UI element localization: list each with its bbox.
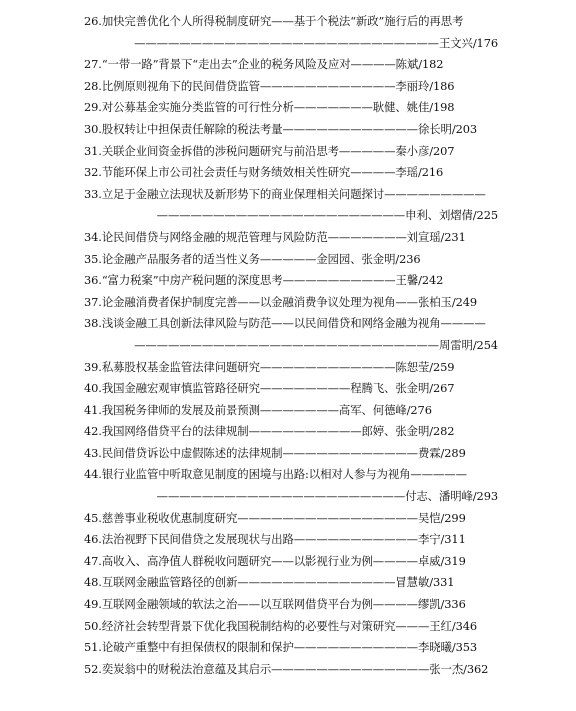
toc-entry: 32.节能环保上市公司社会责任与财务绩效相关性研究————李瑶/216 xyxy=(84,165,444,180)
toc-entry-continuation: ——————————————————————申利、刘熠倩/225 xyxy=(156,208,498,223)
toc-entry: 47.高收入、高净值人群税收问题研究——以影视行业为例————卓威/319 xyxy=(84,553,466,568)
toc-entry: 44.银行业监管中听取意见制度的困境与出路:以相对人参与为视角————— xyxy=(84,467,467,482)
table-of-contents xyxy=(84,11,498,680)
toc-entry: 33.立足于金融立法现状及新形势下的商业保理相关问题探讨————————— xyxy=(84,186,486,201)
toc-entry-continuation: ———————————————————————————周雷明/254 xyxy=(134,337,498,352)
toc-entry: 41.我国税务律师的发展及前景预测———————高军、何德峰/276 xyxy=(84,402,432,417)
toc-entry: 26.加快完善优化个人所得税制度研究——基于个税法“新政”施行后的再思考 xyxy=(84,14,464,28)
toc-entry: 48.互联网金融监管路径的创新——————————————冒慧敏/331 xyxy=(84,575,455,590)
toc-entry: 45.慈善事业税收优惠制度研究————————————————吴恺/299 xyxy=(84,510,466,525)
toc-entry: 38.浅谈金融工具创新法律风险与防范——以民间借贷和网络金融为视角———— xyxy=(84,316,486,331)
toc-entry: 34.论民间借贷与网络金融的规范管理与风险防范———————刘宣瑶/231 xyxy=(84,229,466,244)
toc-entry: 39.私募股权基金监管法律问题研究————————————陈恕莹/259 xyxy=(84,359,455,374)
toc-entry: 37.论金融消费者保护制度完善——以金融消费争议处理为视角——张柏玉/249 xyxy=(84,294,478,309)
toc-entry: 27.“一带一路”背景下“走出去”企业的税务风险及应对————陈斌/182 xyxy=(84,57,444,72)
toc-entry-continuation: ———————————————————————————王文兴/176 xyxy=(134,35,498,50)
toc-entry: 49.互联网金融领域的软法之治——以互联网借贷平台为例————缪凯/336 xyxy=(84,597,466,612)
toc-entry: 52.奕炭翁中的财税法治意蕴及其启示——————————————张一杰/362 xyxy=(84,661,489,676)
toc-entry: 30.股权转让中担保责任解除的税法考量————————————徐长明/203 xyxy=(84,121,478,136)
toc-entry: 50.经济社会转型背景下优化我国税制结构的必要性与对策研究———王红/346 xyxy=(84,618,478,633)
toc-entry: 35.论金融产品服务者的适当性义务—————金园园、张金明/236 xyxy=(84,251,421,266)
toc-entry: 40.我国金融宏观审慎监管路径研究————————程腾飞、张金明/267 xyxy=(84,381,455,396)
toc-entry: 31.关联企业间资金拆借的涉税问题研究与前沿思考—————秦小彦/207 xyxy=(84,143,455,158)
toc-entry-continuation: ——————————————————————付志、潘明峰/293 xyxy=(156,489,498,504)
toc-entry: 36.“富力税案”中房产税问题的深度思考——————————王馨/242 xyxy=(84,273,444,288)
toc-entry: 28.比例原则视角下的民间借贷监管————————————李丽玲/186 xyxy=(84,78,455,93)
toc-entry: 42.我国网络借贷平台的法律规制——————————郎婷、张金明/282 xyxy=(84,424,455,439)
toc-entry: 51.论破产重整中有担保债权的限制和保护———————————李晓曦/353 xyxy=(84,640,478,655)
toc-entry: 43.民间借贷诉讼中虚假陈述的法律规制————————————费霖/289 xyxy=(84,445,466,460)
toc-entry: 46.法治视野下民间借贷之发展现状与出路———————————李宁/311 xyxy=(84,532,466,547)
toc-entry: 29.对公募基金实施分类监管的可行性分析———————耿健、姚佳/198 xyxy=(84,100,455,115)
